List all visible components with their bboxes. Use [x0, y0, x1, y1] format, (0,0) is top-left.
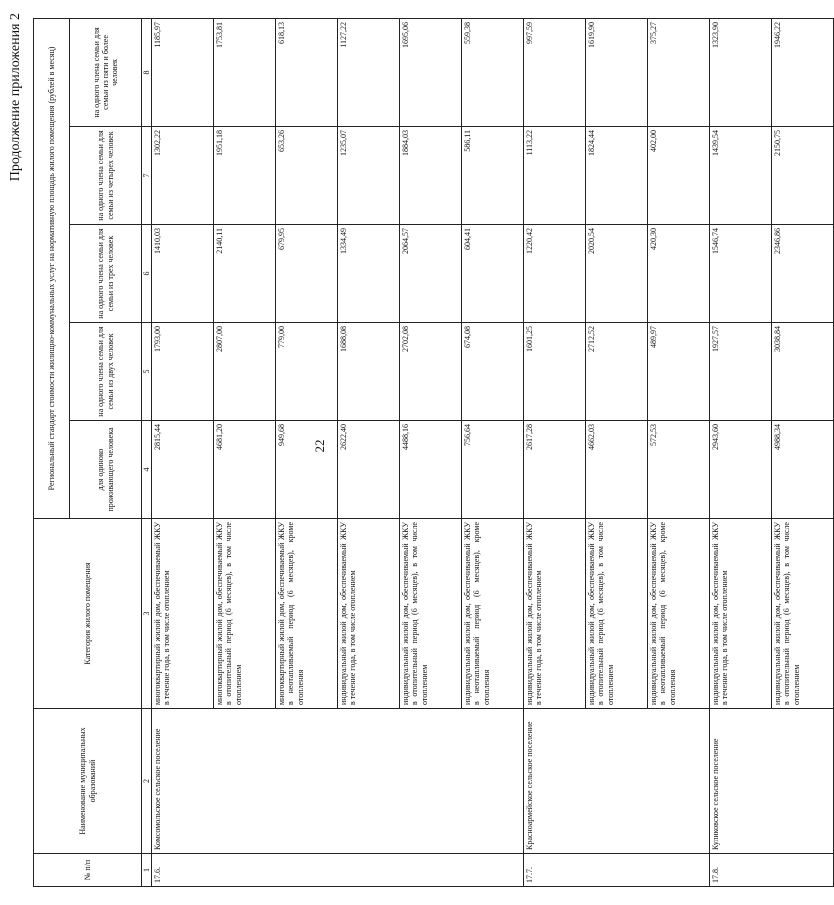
standard-value: 1323,90 — [710, 18, 772, 126]
standard-value: 3038,84 — [772, 323, 834, 421]
group-number: 17.7. — [524, 854, 710, 887]
header-sub-4: на одного члена семьи для семьи из четырех человек — [70, 127, 142, 225]
standard-value: 1601,25 — [524, 323, 586, 421]
standard-value: 586,11 — [462, 127, 524, 225]
standard-value: 489,97 — [648, 323, 710, 421]
standard-value: 1884,03 — [400, 127, 462, 225]
standard-value: 4681,20 — [214, 421, 276, 519]
header-no: № п/п — [34, 854, 142, 887]
col-number: 4 — [142, 421, 152, 519]
standard-value: 572,53 — [648, 421, 710, 519]
standard-value: 1946,22 — [772, 18, 834, 126]
standard-value: 4662,03 — [586, 421, 648, 519]
housing-category: многоквартирный жилой дом, обеспечиваемый ЖКУ в отопительный период (6 месяцев), в том числе отоплением — [214, 519, 276, 709]
standard-value: 1113,22 — [524, 127, 586, 225]
standard-value: 1824,44 — [586, 127, 648, 225]
standard-value: 2815,44 — [152, 421, 214, 519]
col-number: 5 — [142, 323, 152, 421]
standard-value: 604,41 — [462, 225, 524, 323]
standard-value: 1688,08 — [338, 323, 400, 421]
group-number: 17.6. — [152, 854, 524, 887]
regional-standard-table — [33, 18, 834, 887]
standard-value: 1127,22 — [338, 18, 400, 126]
standard-value: 1235,07 — [338, 127, 400, 225]
standard-value: 4988,34 — [772, 421, 834, 519]
standard-value: 679,95 — [276, 225, 338, 323]
appendix-title: Продолжение приложения 2 — [8, 13, 23, 182]
housing-category: индивидуальный жилой дом, обеспечиваемый ЖКУ в отопительный период (6 месяцев), в том числе отоплением — [586, 519, 648, 709]
standard-value: 1546,74 — [710, 225, 772, 323]
standard-value: 402,00 — [648, 127, 710, 225]
header-name: Наименование муниципальных образований — [34, 709, 142, 854]
housing-category: индивидуальный жилой дом, обеспечиваемый ЖКУ в неотапливаемый период (6 месяцев), кроме отопления — [462, 519, 524, 709]
housing-category: индивидуальный жилой дом, обеспечиваемый ЖКУ в течение года, в том числе отоплением — [710, 519, 772, 709]
standard-value: 1793,00 — [152, 323, 214, 421]
standard-value: 2020,54 — [586, 225, 648, 323]
header-sub-3: на одного члена семьи для семьи из трех человек — [70, 225, 142, 323]
group-number: 17.8. — [710, 854, 834, 887]
standard-value: 653,26 — [276, 127, 338, 225]
standard-value: 1753,81 — [214, 18, 276, 126]
table-row — [710, 18, 772, 886]
standard-value: 779,00 — [276, 323, 338, 421]
table-row — [152, 18, 214, 886]
standard-value: 674,08 — [462, 323, 524, 421]
standard-value: 375,27 — [648, 18, 710, 126]
table-row — [524, 18, 586, 886]
standard-value: 949,68 — [276, 421, 338, 519]
header-standard: Региональный стандарт стоимости жилищно-коммунальных услуг на нормативную площадь жилого помещения (рублей в месяц) — [34, 18, 70, 518]
col-number: 3 — [142, 519, 152, 709]
col-number: 1 — [142, 854, 152, 887]
column-number-row — [142, 18, 152, 886]
standard-value: 2617,28 — [524, 421, 586, 519]
standard-value: 559,38 — [462, 18, 524, 126]
col-number: 8 — [142, 18, 152, 126]
standard-value: 618,13 — [276, 18, 338, 126]
col-number: 6 — [142, 225, 152, 323]
standard-value: 1695,06 — [400, 18, 462, 126]
standard-value: 1185,97 — [152, 18, 214, 126]
standard-value: 1439,54 — [710, 127, 772, 225]
header-sub-1: для одиноко проживающего человека — [70, 421, 142, 519]
standard-value: 756,64 — [462, 421, 524, 519]
housing-category: индивидуальный жилой дом, обеспечиваемый ЖКУ в отопительный период (6 месяцев), в том числе отоплением — [772, 519, 834, 709]
page-number: 22 — [312, 439, 327, 453]
housing-category: многоквартирный жилой дом, обеспечиваемый ЖКУ в неотапливаемый период (6 месяцев), кроме отопления — [276, 519, 338, 709]
col-number: 7 — [142, 127, 152, 225]
housing-category: индивидуальный жилой дом, обеспечиваемый ЖКУ в течение года, в том числе отоплением — [524, 519, 586, 709]
header-category: Категория жилого помещения — [34, 519, 142, 709]
standard-value: 420,30 — [648, 225, 710, 323]
standard-value: 2346,86 — [772, 225, 834, 323]
standard-value: 2712,52 — [586, 323, 648, 421]
standard-value: 2702,08 — [400, 323, 462, 421]
housing-category: многоквартирный жилой дом, обеспечиваемый ЖКУ в течение года, в том числе отоплением — [152, 519, 214, 709]
housing-category: индивидуальный жилой дом, обеспечиваемый ЖКУ в течение года, в том числе отоплением — [338, 519, 400, 709]
municipality-name: Комсомольское сельское поселение — [152, 709, 524, 854]
header-sub-5: на одного члена семьи для семьи из пяти и более человек — [70, 18, 142, 126]
housing-category: индивидуальный жилой дом, обеспечиваемый ЖКУ в неотапливаемый период (6 месяцев), кроме отопления — [648, 519, 710, 709]
standard-value: 997,59 — [524, 18, 586, 126]
standard-value: 2140,11 — [214, 225, 276, 323]
standard-value: 1302,22 — [152, 127, 214, 225]
standard-value: 2622,40 — [338, 421, 400, 519]
standard-value: 1334,49 — [338, 225, 400, 323]
standard-value: 2150,75 — [772, 127, 834, 225]
table-body — [152, 18, 834, 886]
standard-value: 1410,03 — [152, 225, 214, 323]
standard-value: 1927,57 — [710, 323, 772, 421]
header-sub-2: на одного члена семьи для семьи из двух человек — [70, 323, 142, 421]
col-number: 2 — [142, 709, 152, 854]
standard-value: 2943,60 — [710, 421, 772, 519]
standard-value: 4488,16 — [400, 421, 462, 519]
housing-category: индивидуальный жилой дом, обеспечиваемый ЖКУ в отопительный период (6 месяцев), в том числе отоплением — [400, 519, 462, 709]
municipality-name: Красноармейское сельское поселение — [524, 709, 710, 854]
standard-value: 2807,00 — [214, 323, 276, 421]
standard-value: 2064,57 — [400, 225, 462, 323]
standard-value: 1619,90 — [586, 18, 648, 126]
standard-value: 1951,18 — [214, 127, 276, 225]
standard-value: 1220,42 — [524, 225, 586, 323]
municipality-name: Куликовское сельское поселение — [710, 709, 834, 854]
